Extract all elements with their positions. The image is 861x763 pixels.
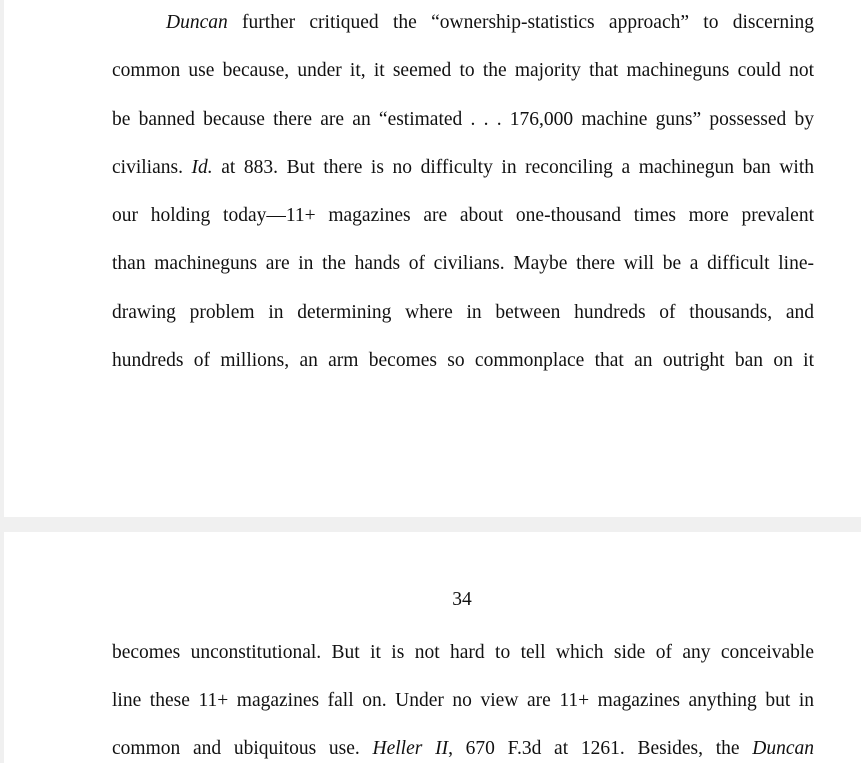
line-text: than machineguns are in the hands of civilians. Maybe there will be a difficult line-	[112, 253, 814, 274]
paragraph-line	[112, 252, 814, 276]
paragraph-line	[112, 59, 814, 83]
line-text: at 883. But there is no difficulty in reconciling a machinegun ban with	[212, 157, 814, 178]
page-number: 34	[452, 589, 472, 610]
paragraph-line	[112, 156, 814, 180]
line-text: becomes unconstitutional. But it is not hard to tell which side of any conceivable	[112, 642, 814, 663]
case-name-italic: Duncan	[752, 738, 815, 759]
line-text: line these 11+ magazines fall on. Under no view are 11+ magazines anything but in	[112, 690, 814, 711]
case-name-italic: Duncan	[166, 12, 228, 33]
line-text: further critiqued the “ownership-statistics approach” to discerning	[227, 12, 814, 33]
paragraph-line	[112, 737, 814, 761]
line-text: be banned because there are an “estimated . . . 176,000 machine guns” possessed by	[112, 109, 814, 130]
paragraph-line	[112, 301, 814, 325]
document-page-top	[4, 0, 861, 517]
document-page-bottom	[4, 532, 861, 763]
line-text: hundreds of millions, an arm becomes so commonplace that an outright ban on it	[112, 350, 814, 371]
paragraph-line	[112, 689, 814, 713]
line-text: common use because, under it, it seemed to the majority that machineguns could not	[112, 60, 814, 81]
paragraph-line	[112, 204, 814, 228]
paragraph-line	[166, 11, 814, 35]
line-text: our holding today—11+ magazines are about one-thousand times more prevalent	[112, 205, 814, 226]
case-name-italic: Heller II	[372, 738, 449, 759]
line-text: common and ubiquitous use.	[112, 738, 373, 759]
line-text: civilians.	[112, 157, 192, 178]
line-text: drawing problem in determining where in between hundreds of thousands, and	[112, 302, 814, 323]
paragraph-line	[112, 641, 814, 665]
line-text: , 670 F.3d at 1261. Besides, the	[448, 738, 753, 759]
paragraph-line	[112, 349, 814, 373]
paragraph-line	[112, 108, 814, 132]
citation-italic: Id.	[191, 157, 213, 178]
